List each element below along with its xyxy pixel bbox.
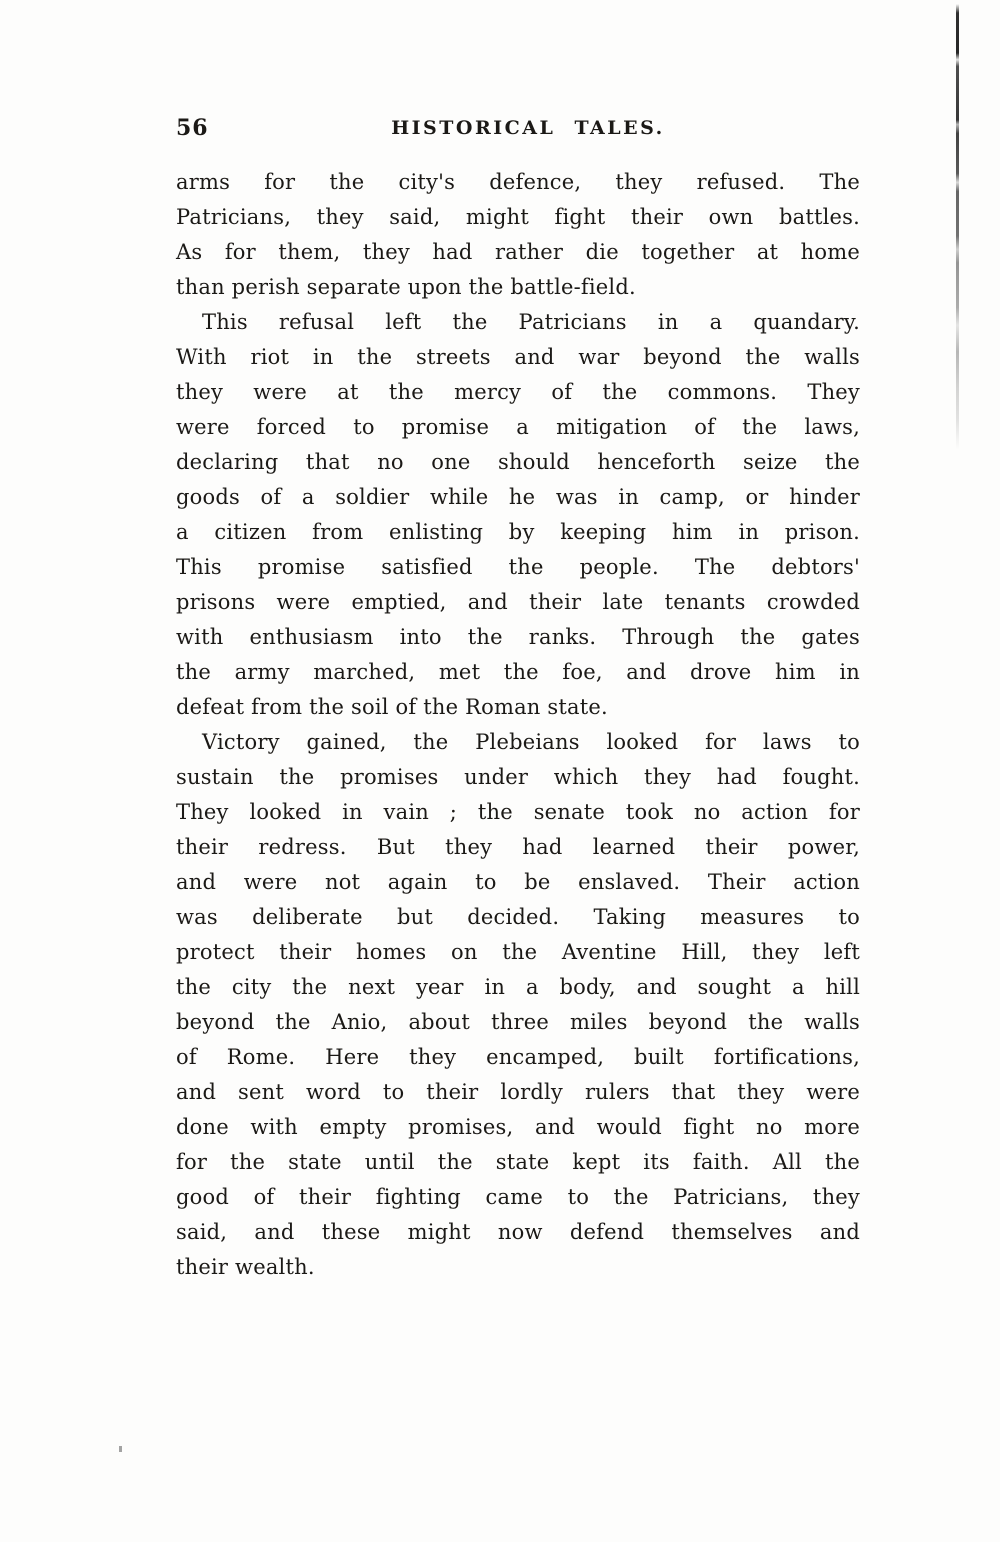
text-line: their redress. But they had learned their power, bbox=[176, 835, 860, 859]
text-line: arms for the city's defence, they refused. The bbox=[176, 170, 860, 194]
text-line: done with empty promises, and would fight no more bbox=[176, 1115, 860, 1139]
text-line: with enthusiasm into the ranks. Through the gates bbox=[176, 625, 860, 649]
text-line: prisons were emptied, and their late tenants crowded bbox=[176, 590, 860, 614]
text-line: was deliberate but decided. Taking measures to bbox=[176, 905, 860, 929]
text-line: of Rome. Here they encamped, built fortifications, bbox=[176, 1045, 860, 1069]
text-line: the army marched, met the foe, and drove him in bbox=[176, 660, 860, 684]
text-line: goods of a soldier while he was in camp, or hinder bbox=[176, 485, 860, 509]
page-number: 56 bbox=[176, 115, 209, 141]
text-line: beyond the Anio, about three miles beyond the walls bbox=[176, 1010, 860, 1034]
text-line: This promise satisfied the people. The debtors' bbox=[176, 555, 860, 579]
text-line: They looked in vain ; the senate took no action for bbox=[176, 800, 860, 824]
text-line: As for them, they had rather die together at home bbox=[176, 240, 860, 264]
scan-artifact-edge-line bbox=[956, 4, 959, 450]
text-line: they were at the mercy of the commons. They bbox=[176, 380, 860, 404]
page-header bbox=[176, 115, 860, 141]
text-line: a citizen from enlisting by keeping him in prison. bbox=[176, 520, 860, 544]
text-line: their wealth. bbox=[176, 1255, 315, 1279]
text-line: and sent word to their lordly rulers that they were bbox=[176, 1080, 860, 1104]
text-line: said, and these might now defend themselves and bbox=[176, 1220, 860, 1244]
text-line: and were not again to be enslaved. Their action bbox=[176, 870, 860, 894]
text-line: This refusal left the Patricians in a quandary. bbox=[202, 310, 860, 334]
text-line: good of their fighting came to the Patricians, they bbox=[176, 1185, 860, 1209]
running-title: HISTORICAL TALES. bbox=[391, 117, 665, 139]
scan-artifact-speck bbox=[119, 1446, 122, 1452]
body-text bbox=[176, 165, 860, 1285]
text-line: defeat from the soil of the Roman state. bbox=[176, 695, 608, 719]
text-line: the city the next year in a body, and sought a hill bbox=[176, 975, 860, 999]
text-line: for the state until the state kept its faith. All the bbox=[176, 1150, 860, 1174]
text-line: sustain the promises under which they had fought. bbox=[176, 765, 860, 789]
text-line: declaring that no one should henceforth seize the bbox=[176, 450, 860, 474]
text-line: With riot in the streets and war beyond the walls bbox=[176, 345, 860, 369]
text-line: Patricians, they said, might fight their own battles. bbox=[176, 205, 860, 229]
text-line: protect their homes on the Aventine Hill, they left bbox=[176, 940, 860, 964]
text-line: Victory gained, the Plebeians looked for laws to bbox=[202, 730, 860, 754]
text-line: than perish separate upon the battle-field. bbox=[176, 275, 636, 299]
text-line: were forced to promise a mitigation of the laws, bbox=[176, 415, 860, 439]
